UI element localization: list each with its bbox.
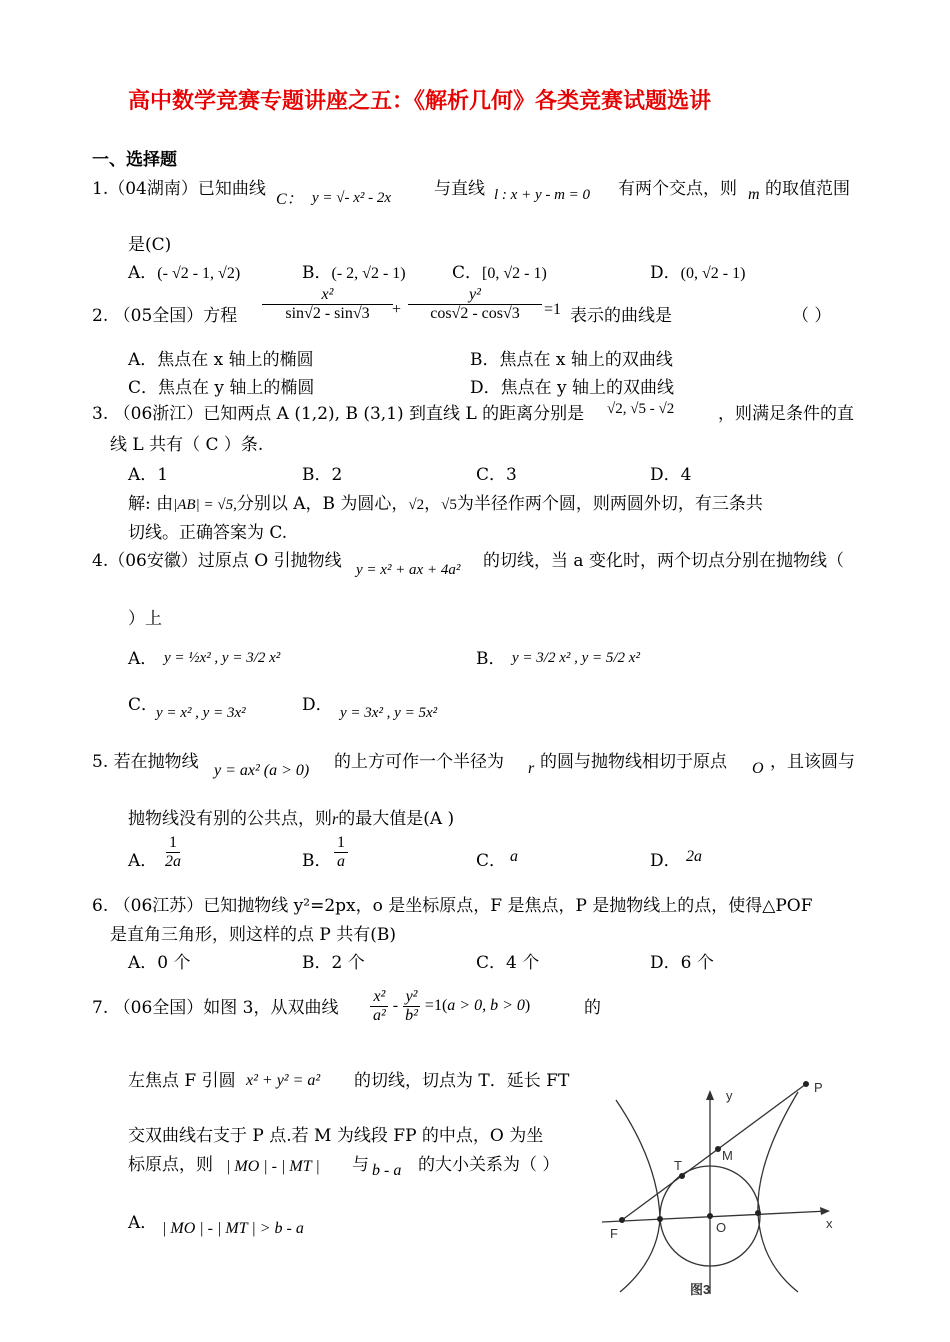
- q2-fraction-1: $\frac{\text{x²}}{\sin√2 - \sin√3}$: [262, 286, 393, 322]
- label-x: x: [826, 1216, 833, 1231]
- q4-text-a: 4.（06安徽）过原点 O 引抛物线: [92, 551, 342, 571]
- q2-option-d: D．焦点在 y 轴上的双曲线: [470, 378, 675, 398]
- q1-option-c: C．[0, √2 - 1): [452, 263, 547, 283]
- q7-circle-eq: x² + y² = a²: [246, 1072, 321, 1089]
- q5-option-d: 2a: [686, 848, 702, 865]
- point-m: [715, 1146, 721, 1152]
- q7-line4a: 标原点，则: [128, 1155, 213, 1175]
- point-t: [679, 1173, 685, 1179]
- q1-m: m: [748, 186, 760, 203]
- q5-option-a: $\frac{1}{2a}$: [165, 834, 181, 870]
- point-f: [619, 1217, 625, 1223]
- q4-option-c-label: C．: [128, 695, 159, 715]
- label-m: M: [722, 1148, 733, 1163]
- q5-text-b: 的上方可作一个半径为: [334, 752, 504, 772]
- q4-option-b: y = 3/2 x² , y = 5/2 x²: [512, 650, 640, 666]
- q2-plus: +: [392, 301, 402, 318]
- q1-line-eq: l : x + y - m = 0: [494, 187, 591, 203]
- hyperbola-right-branch: [758, 1092, 798, 1292]
- point-o: [707, 1213, 713, 1219]
- q4-cont: ）上: [128, 609, 162, 629]
- q7-b-minus-a: b - a: [372, 1162, 402, 1179]
- label-t: T: [674, 1158, 682, 1173]
- q3-text-b: ，则满足条件的直: [718, 404, 854, 424]
- q6-option-b: B．2 个: [302, 953, 365, 973]
- q7-option-a-label: A．: [128, 1213, 158, 1233]
- q7-expression: | MO | - | MT |: [226, 1158, 320, 1175]
- q6-text: 6. （06江苏）已知抛物线 y²=2px，o 是坐标原点，F 是焦点，P 是抛物线上的点，使得△POF: [92, 896, 813, 916]
- q5-o: O: [752, 760, 764, 777]
- q3-option-b: B．2: [302, 465, 343, 485]
- q1-option-a: A．(- √2 - 1, √2): [128, 263, 241, 283]
- q2-text-a: 2. （05全国）方程: [92, 306, 238, 326]
- q5-text-d: ，且该圆与: [770, 752, 855, 772]
- y-axis-arrow: [706, 1090, 714, 1100]
- q4-option-d: y = 3x² , y = 5x²: [340, 705, 438, 721]
- q5-text-a: 5. 若在抛物线: [92, 752, 199, 772]
- q2-answer-paren: （ ）: [792, 306, 832, 326]
- section-heading: 一、选择题: [92, 150, 177, 170]
- q7-line3: 交双曲线右支于 P 点.若 M 为线段 FP 的中点，O 为坐: [128, 1126, 544, 1146]
- q2-option-c: C．焦点在 y 轴上的椭圆: [128, 378, 315, 398]
- q3-solution-line2: 切线。正确答案为 C.: [128, 523, 288, 543]
- q2-fraction-2: $\frac{\text{y²}}{\cos√2 - \cos√3}$: [408, 286, 542, 322]
- q2-option-a: A．焦点在 x 轴上的椭圆: [128, 350, 314, 370]
- q4-parabola-eq: y = x² + ax + 4a²: [356, 562, 461, 578]
- q4-option-b-label: B．: [476, 649, 506, 669]
- q5-parabola-eq: y = ax² (a > 0): [214, 762, 310, 779]
- q5-option-c: a: [510, 848, 518, 865]
- q3-text-a: 3. （06浙江）已知两点 A (1,2), B (3,1) 到直线 L 的距离分别是: [92, 404, 585, 424]
- q5-option-b: $\frac{1}{a}$: [334, 834, 348, 870]
- x-axis-arrow: [820, 1207, 830, 1215]
- x-axis: [602, 1211, 828, 1222]
- q7-line4b: 与: [352, 1155, 369, 1175]
- q5-cont: 抛物线没有别的公共点，则r的最大值是(A ): [128, 809, 455, 829]
- q5-option-a-label: A．: [128, 851, 158, 871]
- figure-caption: 图3: [690, 1282, 711, 1297]
- q2-text-b: 表示的曲线是: [570, 306, 672, 326]
- q1-cont: 是(C): [128, 235, 172, 255]
- q7-line2a: 左焦点 F 引圆: [128, 1071, 236, 1091]
- label-p: P: [814, 1080, 823, 1095]
- q5-r: r: [528, 760, 535, 777]
- page-title: 高中数学竞赛专题讲座之五：《解析几何》各类竞赛试题选讲: [128, 89, 712, 114]
- q3-cont: 线 L 共有（ C ）条.: [110, 435, 264, 455]
- q1-text-c: 有两个交点，则: [618, 179, 737, 199]
- label-f: F: [610, 1226, 618, 1241]
- q7-text-b: 的: [584, 998, 601, 1018]
- q5-text-c: 的圆与抛物线相切于原点: [540, 752, 727, 772]
- point-p: [803, 1081, 809, 1087]
- q3-option-a: A．1: [128, 465, 169, 485]
- q7-line4d: 的大小关系为（ ）: [418, 1155, 560, 1175]
- q3-solution-line1: 解: 由|AB| = √5,分别以 A，B 为圆心，√2，√5为半径作两个圆，则两圆外切，有三条共: [128, 494, 763, 514]
- vertex-left: [657, 1216, 663, 1222]
- q6-option-d: D．6 个: [650, 953, 714, 973]
- q7-text-a: 7. （06全国）如图 3，从双曲线: [92, 998, 339, 1018]
- vertex-right: [755, 1210, 761, 1216]
- tangent-line-fp: [622, 1084, 806, 1220]
- q1-curve-eq: y = √- x² - 2x: [312, 190, 392, 206]
- q2-option-b: B．焦点在 x 轴上的双曲线: [470, 350, 673, 370]
- q5-option-b-label: B．: [302, 851, 332, 871]
- q6-cont: 是直角三角形，则这样的点 P 共有(B): [110, 925, 397, 945]
- q1-stem: [92, 174, 266, 199]
- q1-text-a: 1.（04湖南）已知曲线: [92, 179, 266, 199]
- q6-option-a: A．0 个: [128, 953, 191, 973]
- q1-text-b: 与直线: [434, 179, 485, 199]
- q4-option-d-label: D．: [302, 695, 333, 715]
- q3-option-d: D．4: [650, 465, 692, 485]
- q5-option-d-label: D．: [650, 851, 681, 871]
- q1-option-b: B．(- 2, √2 - 1): [302, 263, 406, 283]
- q1-text-d: 的取值范围: [765, 179, 850, 199]
- q4-text-b: 的切线，当 a 变化时，两个切点分别在抛物线（: [483, 551, 844, 571]
- q4-option-a: y = ½x² , y = 3/2 x²: [164, 650, 281, 666]
- q4-option-a-label: A．: [128, 649, 158, 669]
- q7-option-a: | MO | - | MT | > b - a: [162, 1220, 304, 1237]
- q3-distances: √2, √5 - √2: [607, 401, 675, 417]
- q2-equals: =1: [544, 301, 562, 318]
- label-o: O: [716, 1220, 727, 1235]
- q1-curve-label: C：: [276, 191, 303, 208]
- q7-line2b: 的切线，切点为 T．延长 FT: [354, 1071, 570, 1091]
- label-y: y: [726, 1088, 733, 1103]
- q6-option-c: C．4 个: [476, 953, 540, 973]
- q1-option-d: D．(0, √2 - 1): [650, 263, 746, 283]
- figure-3-diagram: [598, 1072, 848, 1304]
- q7-hyperbola-eq: $\frac{\text{x²}}{\text{a²}}$ - $\frac{\text{y²}}{\text{b²}}$ =1(a > 0, b > 0): [370, 988, 530, 1024]
- q5-option-c-label: C．: [476, 851, 507, 871]
- q4-option-c: y = x² , y = 3x²: [156, 705, 246, 721]
- q3-option-c: C．3: [476, 465, 517, 485]
